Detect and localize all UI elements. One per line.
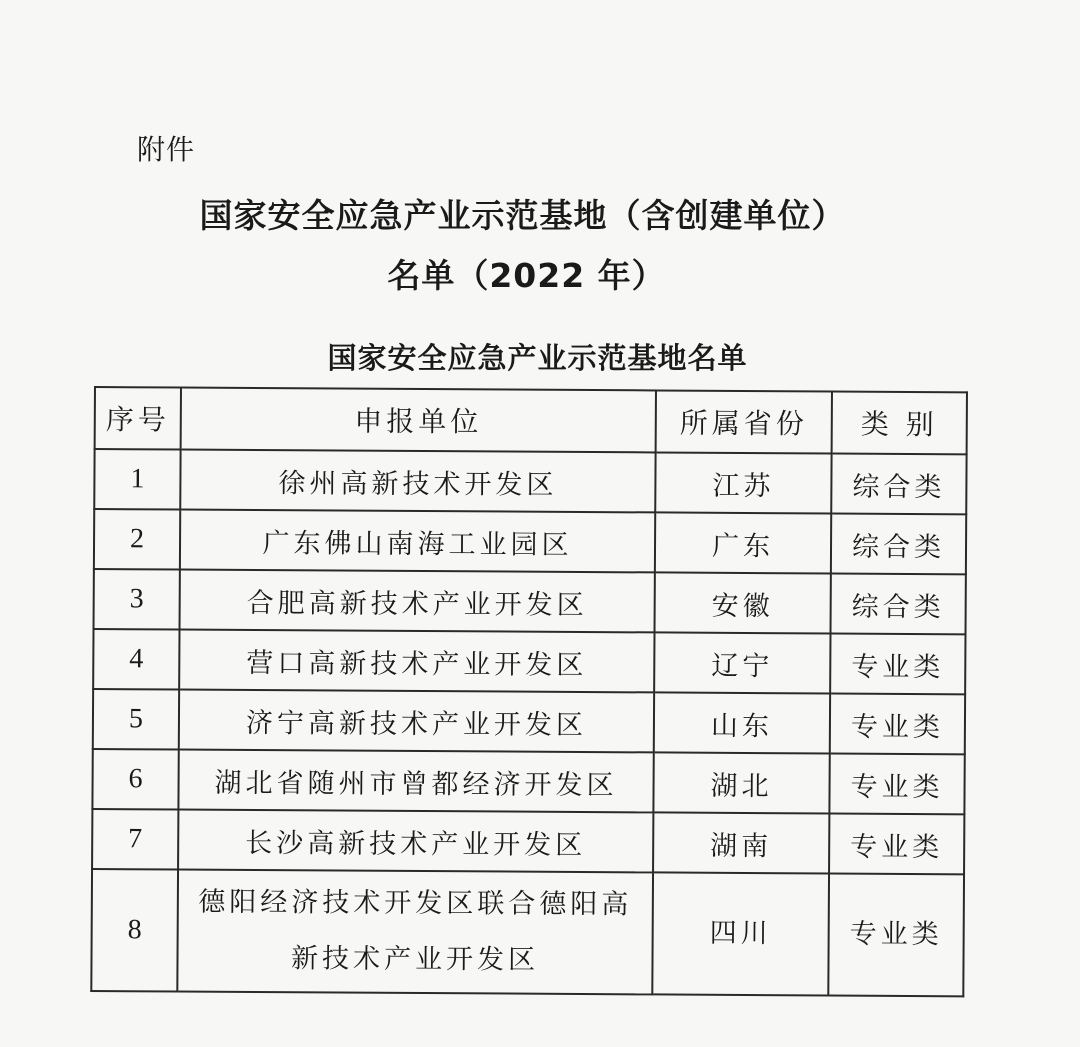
row-unit: 营口高新技术产业开发区 xyxy=(179,630,654,693)
table-row xyxy=(93,689,965,754)
base-list-table xyxy=(90,386,968,997)
table-header-row xyxy=(95,387,967,454)
row-category: 专业类 xyxy=(829,754,964,815)
row-category: 综合类 xyxy=(831,454,966,515)
row-category: 综合类 xyxy=(831,574,966,635)
base-list-table-wrapper xyxy=(90,386,966,997)
row-category: 综合类 xyxy=(831,514,966,575)
row-category: 专业类 xyxy=(829,814,964,875)
row-serial: 2 xyxy=(94,509,180,570)
row-serial: 8 xyxy=(91,869,178,992)
row-unit: 济宁高新技术产业开发区 xyxy=(179,690,654,753)
row-serial: 4 xyxy=(93,629,179,690)
table-row xyxy=(91,869,964,996)
row-unit: 合肥高新技术产业开发区 xyxy=(180,570,655,633)
row-unit: 徐州高新技术开发区 xyxy=(180,450,655,513)
table-caption: 国家安全应急产业示范基地名单 xyxy=(327,341,748,375)
header-serial: 序号 xyxy=(95,387,181,450)
row-category: 专业类 xyxy=(830,694,965,755)
row-serial: 6 xyxy=(92,749,178,810)
row-category: 专业类 xyxy=(828,873,964,996)
table-row xyxy=(93,629,965,694)
row-unit: 长沙高新技术产业开发区 xyxy=(178,810,653,873)
table-row xyxy=(94,449,966,514)
row-province: 广东 xyxy=(655,512,831,573)
table-row xyxy=(94,509,966,574)
row-province: 湖南 xyxy=(653,812,829,873)
row-unit: 湖北省随州市曾都经济开发区 xyxy=(178,750,653,813)
header-province: 所属省份 xyxy=(656,390,832,453)
document-title-line1: 国家安全应急产业示范基地（含创建单位） xyxy=(199,196,846,235)
table-row xyxy=(92,809,964,874)
attachment-label: 附件 xyxy=(137,133,196,166)
header-category: 类 别 xyxy=(832,392,967,455)
row-serial: 3 xyxy=(94,569,180,630)
row-serial: 5 xyxy=(93,689,179,750)
row-province: 湖北 xyxy=(653,752,829,813)
table-row xyxy=(94,569,966,634)
row-unit-line2: 新技术产业开发区 xyxy=(290,943,540,976)
row-province: 山东 xyxy=(654,692,830,753)
row-province: 安徽 xyxy=(655,572,831,633)
row-serial: 1 xyxy=(94,449,180,510)
row-province: 江苏 xyxy=(655,452,831,513)
row-serial: 7 xyxy=(92,809,178,870)
row-unit-line1: 德阳经济技术开发区联合德阳高 xyxy=(198,886,633,921)
header-unit: 申报单位 xyxy=(181,388,656,453)
table-row xyxy=(92,749,964,814)
row-province: 辽宁 xyxy=(654,632,830,693)
row-province: 四川 xyxy=(652,872,829,995)
row-category: 专业类 xyxy=(830,634,965,695)
document-title-line2: 名单（2022 年） xyxy=(387,256,666,295)
row-unit: 广东佛山南海工业园区 xyxy=(180,510,655,573)
row-unit xyxy=(177,870,653,995)
